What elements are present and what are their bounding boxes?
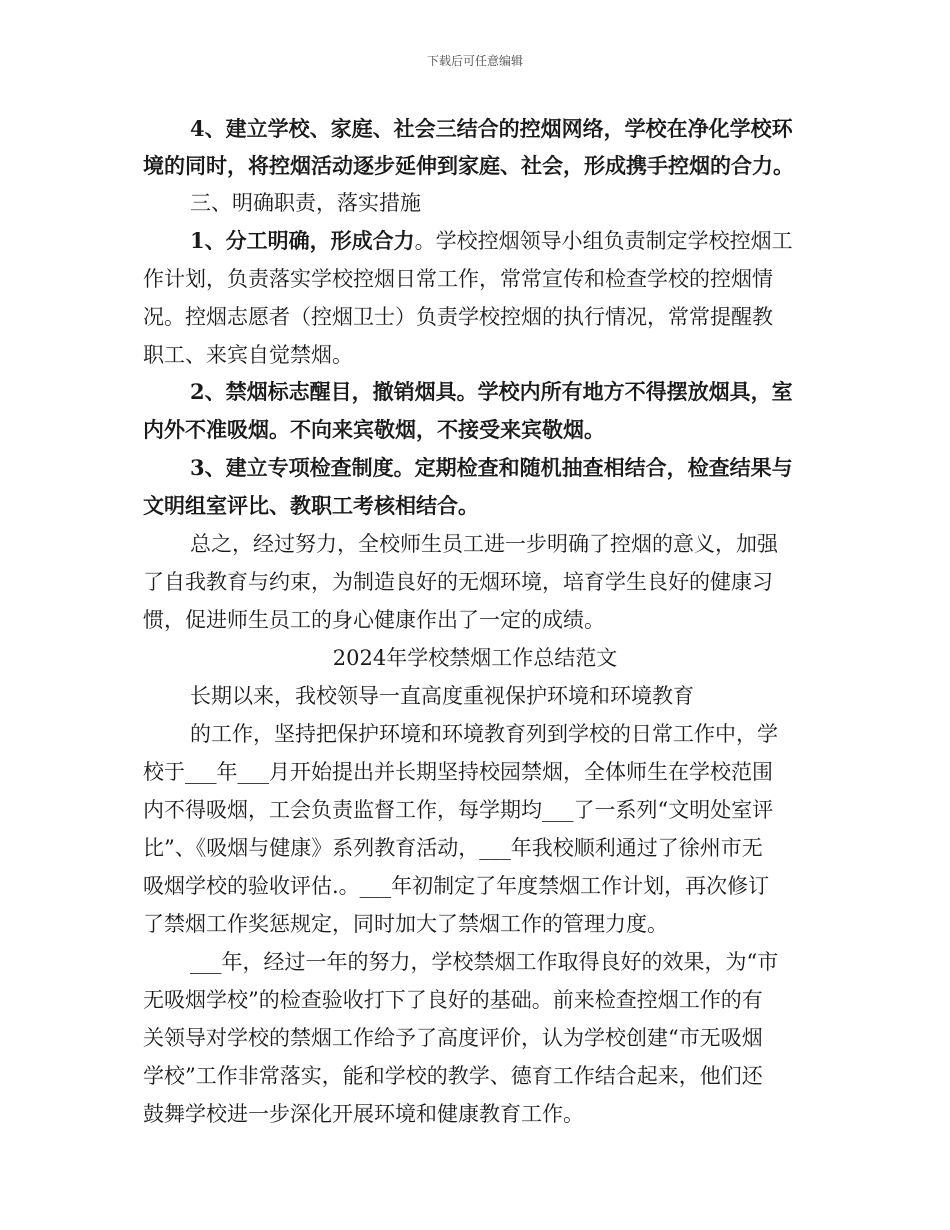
text-line: 的工作，坚持把保护环境和环境教育列到学校的日常工作中，学 xyxy=(190,722,778,746)
text-line: 吸烟学校的验收评估.。___年初制定了年度禁烟工作计划，再次修订 xyxy=(143,874,770,898)
text-line: 内不得吸烟，工会负责监督工作，每学期均___了一系列“文明处室评 xyxy=(143,798,774,822)
text-line: 作计划，负责落实学校控烟日常工作，常常宣传和检查学校的控烟情 xyxy=(143,267,773,291)
text-line: 2、禁烟标志醒目，撤销烟具。学校内所有地方不得摆放烟具，室 xyxy=(190,379,793,404)
text-line: 总之，经过努力，全校师生员工进一步明确了控烟的意义，加强 xyxy=(190,532,778,556)
text-line: 内外不准吸烟。不向来宾敬烟，不接受来宾敬烟。 xyxy=(143,417,605,442)
section-heading: 三、明确职责，落实措施 xyxy=(190,191,421,215)
text-line: 学校”工作非常落实，能和学校的教学、德育工作结合起来，他们还 xyxy=(143,1064,763,1088)
text-line xyxy=(190,224,793,258)
text-line: 况。控烟志愿者（控烟卫士）负责学校控烟的执行情况，常常提醒教 xyxy=(143,305,773,329)
page-header: 下载后可任意编辑 xyxy=(426,54,523,68)
text-line: 惯，促进师生员工的身心健康作出了一定的成绩。 xyxy=(143,608,605,632)
text-line: 文明组室评比、教职工考核相结合。 xyxy=(143,493,479,518)
text-line: ___年，经过一年的努力，学校禁烟工作取得良好的效果，为“市 xyxy=(190,950,779,974)
text-line: 比”、《吸烟与健康》系列教育活动，___年我校顺利通过了徐州市无 xyxy=(143,836,763,860)
text-rest: 。学校控烟领导小组负责制定学校控烟工 xyxy=(414,229,793,253)
text-line: 长期以来，我校领导一直高度重视保护环境和环境教育 xyxy=(190,684,694,708)
text-line: 职工、来宾自觉禁烟。 xyxy=(143,343,353,367)
text-line: 了自我教育与约束，为制造良好的无烟环境，培育学生良好的健康习 xyxy=(143,570,773,594)
text-line: 鼓舞学校进一步深化开展环境和健康教育工作。 xyxy=(143,1102,584,1126)
text-line: 关领导对学校的禁烟工作给予了高度评价，认为学校创建“市无吸烟 xyxy=(143,1026,763,1050)
text-line: 无吸烟学校”的检查验收打下了良好的基础。前来检查控烟工作的有 xyxy=(143,988,763,1012)
text-line: 境的同时，将控烟活动逐步延伸到家庭、社会，形成携手控烟的合力。 xyxy=(143,153,794,178)
text-bold: 1、分工明确，形成合力 xyxy=(190,228,415,253)
text-line: 了禁烟工作奖惩规定，同时加大了禁烟工作的管理力度。 xyxy=(143,912,668,936)
text-line: 校于___年___月开始提出并长期坚持校园禁烟，全体师生在学校范围 xyxy=(143,760,773,784)
document-title: 2024年学校禁烟工作总结范文 xyxy=(332,646,618,670)
text-line: 3、建立专项检查制度。定期检查和随机抽查相结合，检查结果与 xyxy=(190,455,793,480)
text-line: 4、建立学校、家庭、社会三结合的控烟网络，学校在净化学校环 xyxy=(190,116,793,141)
